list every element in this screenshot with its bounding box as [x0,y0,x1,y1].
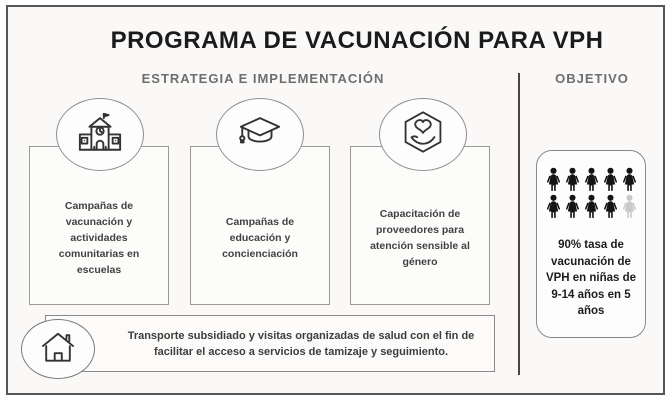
strategy-section-heading: ESTRATEGIA E IMPLEMENTACIÓN [141,71,385,86]
objective-section-heading: OBJETIVO [555,71,629,86]
person-icon [601,167,620,194]
graduation-cap-icon-circle [216,98,304,171]
support-note-line2: facilitar el acceso a servicios de tamizaje y seguimiento. [153,345,449,358]
person-icon [563,167,582,194]
person-icon [601,194,620,221]
school-icon-circle [56,98,144,171]
page-title: PROGRAMA DE VACUNACIÓN PARA VPH [110,27,604,54]
person-icon [620,167,639,194]
person-icon [544,194,563,221]
strategy-card-text: Campañas de educación y concienciación [222,215,298,260]
house-icon [39,330,77,369]
person-icon [582,194,601,221]
vertical-divider [518,73,520,375]
strategy-card-text: Capacitación de proveedores para atención sensible al género [370,207,470,268]
person-icon [582,167,601,194]
school-icon [77,112,123,158]
people-grid [542,167,640,221]
person-icon [544,167,563,194]
objective-card [536,150,646,338]
support-note-line1: Transporte subsidiado y visitas organizadas de salud con el fin de [127,329,475,342]
care-heart-hand-icon [401,110,445,159]
person-icon [620,194,639,221]
house-icon-circle [21,319,95,379]
graduation-cap-icon [237,114,283,156]
strategy-card-text: Campañas de vacunación y actividades comunitarias en escuelas [58,199,140,276]
person-icon [563,194,582,221]
support-note-bar [45,315,495,372]
objective-text: 90% tasa de vacunación de VPH en niñas de 9-14 años en 5 años [545,239,637,317]
care-heart-hand-icon-circle [379,98,467,171]
